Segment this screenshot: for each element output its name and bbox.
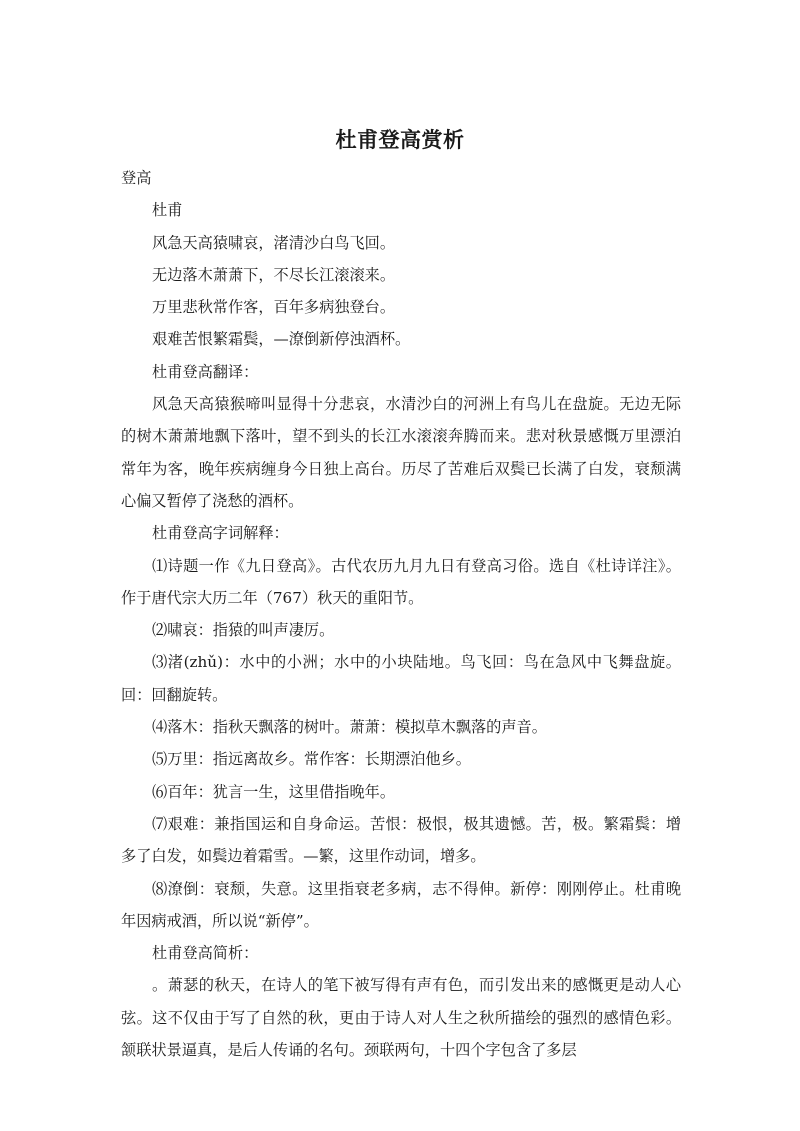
glossary-item: ⑸万里：指远离故乡。常作客：长期漂泊他乡。 xyxy=(152,750,471,769)
translation-text: 风急天高猿猴啼叫显得十分悲哀，水清沙白的河洲上有鸟儿在盘旋。无边无际的树木萧萧地飘下落叶，望不到头的长江水滚滚奔腾而来。悲对秋景感慨万里漂泊常年为客，晚年疾病缠身今日独上高台。历尽了苦难后双鬓已长满了白发，衰颓满心偏又暂停了浇愁的酒杯。 xyxy=(121,395,681,510)
glossary-heading: 杜甫登高字词解释： xyxy=(152,524,289,543)
glossary-item: ⑵啸哀：指猿的叫声凄厉。 xyxy=(152,621,335,640)
glossary-item: ⑻潦倒：衰颓，失意。这里指衰老多病，志不得伸。新停：刚刚停止。杜甫晚年因病戒酒，所以说“新停”。 xyxy=(121,879,681,930)
glossary-item: ⑷落木：指秋天飘落的树叶。萧萧：模拟草木飘落的声音。 xyxy=(152,718,547,737)
page-title: 杜甫登高赏析 xyxy=(335,128,465,152)
poem-title: 登高 xyxy=(121,169,152,187)
poem-line: 风急天高猿啸哀，渚清沙白鸟飞回。 xyxy=(152,233,395,252)
document-body xyxy=(121,162,681,1066)
poem-line: 无边落木萧萧下，不尽长江滚滚来。 xyxy=(152,265,395,284)
analysis-text: 。萧瑟的秋天，在诗人的笔下被写得有声有色，而引发出来的感慨更是动人心弦。这不仅由于写了自然的秋，更由于诗人对人生之秋所描绘的强烈的感情色彩。颔联状景逼真，是后人传诵的名句。颈联两句，十四个字包含了多层 xyxy=(121,976,681,1060)
poem-author: 杜甫 xyxy=(152,201,183,220)
poem-line: 万里悲秋常作客，百年多病独登台。 xyxy=(152,298,395,317)
translation-heading: 杜甫登高翻译： xyxy=(152,362,259,381)
analysis-heading: 杜甫登高简析： xyxy=(152,944,259,963)
glossary-item: ⑺艰难：兼指国运和自身命运。苦恨：极恨，极其遗憾。苦，极。繁霜鬓：增多了白发，如鬓边着霜雪。—繁，这里作动词，增多。 xyxy=(121,814,681,866)
glossary-item: ⑶渚(zhǔ)：水中的小洲；水中的小块陆地。鸟飞回：鸟在急风中飞舞盘旋。回：回翻旋转。 xyxy=(121,653,681,704)
glossary-item: ⑹百年：犹言一生，这里借指晚年。 xyxy=(152,782,395,801)
glossary-item: ⑴诗题一作《九日登高》。古代农历九月九日有登高习俗。选自《杜诗详注》。作于唐代宗大历二年（767）秋天的重阳节。 xyxy=(121,556,681,607)
poem-line: 艰难苦恨繁霜鬓，—潦倒新停浊酒杯。 xyxy=(152,330,411,349)
